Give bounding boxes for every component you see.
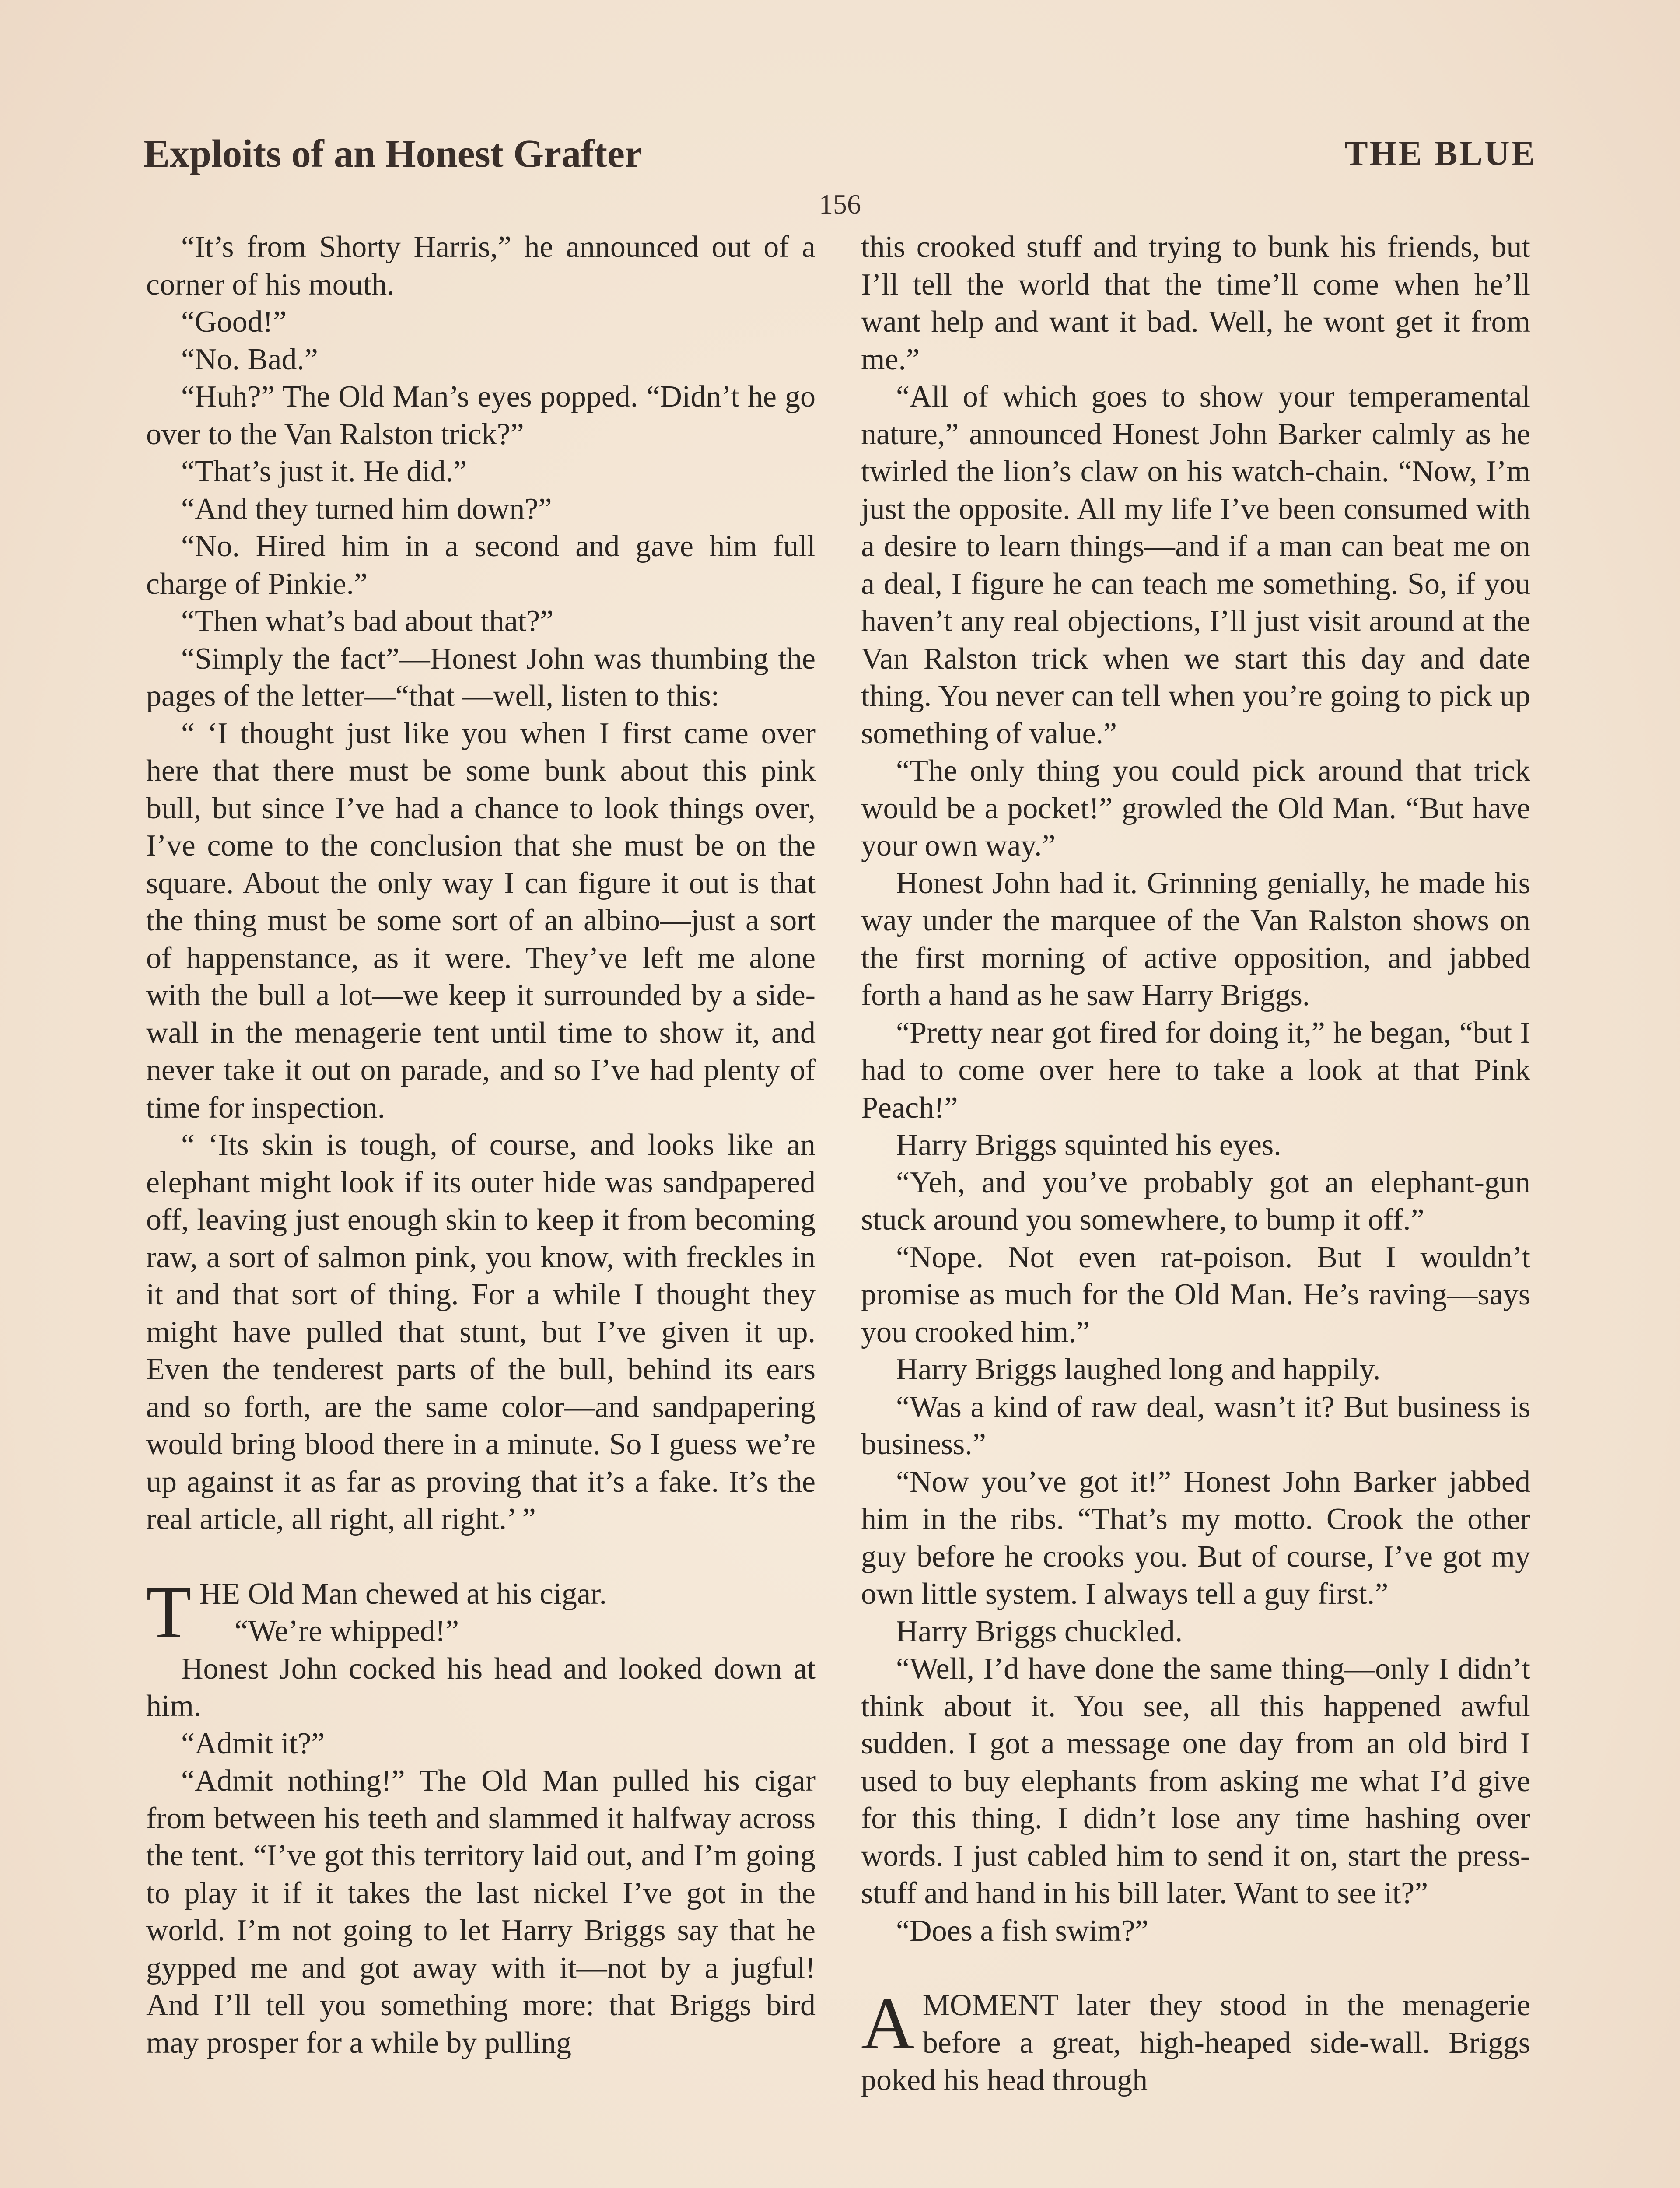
drop-cap: T <box>146 1571 192 1653</box>
paragraph <box>146 1650 816 1725</box>
paragraph <box>861 1126 1530 1164</box>
paragraph-text: “Yeh, and you’ve probably got an elephant-gun stuck around you somewhere, to bump it off.” <box>861 1165 1530 1237</box>
paragraph-text: “Huh?” The Old Man’s eyes popped. “Didn’t he go over to the Van Ralston trick?” <box>146 380 816 451</box>
page-number: 156 <box>819 189 861 220</box>
paragraph <box>861 1463 1530 1613</box>
paragraph-text: “Admit it?” <box>181 1726 325 1760</box>
paragraph-text: Harry Briggs laughed long and happily. <box>896 1353 1381 1386</box>
paragraph <box>146 1725 816 1763</box>
paragraph-text: Harry Briggs chuckled. <box>896 1614 1183 1648</box>
right-text-column <box>861 228 1530 2099</box>
paragraph-text: “And they turned him down?” <box>181 492 552 526</box>
paragraph-text: “Good!” <box>181 305 287 339</box>
paragraph <box>146 528 816 603</box>
paragraph-text: Honest John had it. Grinning genially, he made his way under the marquee of the Van Ralston shows on the first morning of active opposition, and jabbed forth a hand as he saw Harry Briggs. <box>861 866 1530 1012</box>
paragraph <box>861 1613 1530 1651</box>
paragraph <box>146 453 816 491</box>
paragraph-text: “Then what’s bad about that?” <box>181 604 554 638</box>
paragraph-text: “Well, I’d have done the same thing—only I didn’t think about it. You see, all this happened awful sudden. I got a message one day from an old bird I used to buy elephants from asking me what I’d give for this thing. I didn’t lose any time hashing over words. I just cabled him to send it on, start the press-stuff and hand in his bill later. Want to see it?” <box>861 1652 1530 1910</box>
paragraph <box>861 752 1530 865</box>
drop-cap: A <box>861 1982 915 2065</box>
paragraph-text: “ ‘Its skin is tough, of course, and looks like an elephant might look if its outer hide was sandpapered off, leaving just enough skin to keep it from becoming raw, a sort of salmon pink, you know, with freckles in it and that sort of thing. For a while I thought they might have pulled that stunt, but I’ve given it up. Even the tenderest parts of the bull, behind its ears and so forth, are the same color—and sandpapering would bring blood there in a minute. So I guess we’re up against it as far as proving that it’s a fake. It’s the real article, all right, all right.’ ” <box>146 1128 816 1536</box>
paragraph-text: “That’s just it. He did.” <box>181 455 467 488</box>
left-text-column <box>146 228 816 2062</box>
magazine-name: THE BLUE <box>1344 134 1536 173</box>
paragraph-text: “Nope. Not even rat-poison. But I wouldn’t promise as much for the Old Man. He’s raving—says you crooked him.” <box>861 1240 1530 1349</box>
paragraph <box>861 865 1530 1014</box>
paragraph <box>146 341 816 379</box>
paragraph <box>861 1164 1530 1239</box>
paragraph-text: Harry Briggs squinted his eyes. <box>896 1128 1281 1162</box>
paragraph-text: “No. Hired him in a second and gave him full charge of Pinkie.” <box>146 529 816 601</box>
paragraph-text: “Was a kind of raw deal, wasn’t it? But business is business.” <box>861 1390 1530 1461</box>
paragraph-text: “It’s from Shorty Harris,” he announced out of a corner of his mouth. <box>146 230 816 302</box>
paragraph-text: “All of which goes to show your temperamental nature,” announced Honest John Barker calmly as he twirled the lion’s claw on his watch-chain. “Now, I’m just the opposite. All my life I’ve been consumed with a desire to learn things—and if a man can beat me on a deal, I figure he can teach me something. So, if you haven’t any real objections, I’ll just visit around at the Van Ralston trick when we start this day and date thing. You never can tell when you’re going to pick up something of value.” <box>861 380 1530 750</box>
paragraph <box>146 1126 816 1538</box>
running-title: Exploits of an Honest Grafter <box>144 132 642 175</box>
paragraph <box>861 1389 1530 1463</box>
paragraph <box>861 228 1530 378</box>
paragraph <box>861 1239 1530 1351</box>
paragraph <box>146 603 816 640</box>
section-break <box>861 1950 1530 1987</box>
paragraph-text: “The only thing you could pick around that trick would be a pocket!” growled the Old Man. “But have your own way.” <box>861 754 1530 863</box>
paragraph-text: MOMENT later they stood in the menagerie before a great, high-heaped side-wall. Briggs poked his head through <box>861 1988 1530 2097</box>
paragraph <box>146 228 816 303</box>
paragraph-text: “Now you’ve got it!” Honest John Barker jabbed him in the ribs. “That’s my motto. Crook the other guy before he crooks you. But of course, I’ve got my own little system. I always tell a guy first.” <box>861 1465 1530 1611</box>
paragraph <box>861 1912 1530 1950</box>
paragraph-text: this crooked stuff and trying to bunk his friends, but I’ll tell the world that the time’ll come when he’ll want help and want it bad. Well, he wont get it from me.” <box>861 230 1530 376</box>
paragraph-text: HE Old Man chewed at his cigar. <box>199 1577 607 1611</box>
paragraph-text: “Simply the fact”—Honest John was thumbing the pages of the letter—“that —well, listen to this: <box>146 642 816 713</box>
paragraph-text: “We’re whipped!” <box>234 1614 459 1648</box>
paragraph <box>146 303 816 341</box>
paragraph <box>861 1014 1530 1127</box>
paragraph <box>861 1650 1530 1912</box>
paragraph <box>146 715 816 1127</box>
paragraph-text: “Does a fish swim?” <box>896 1914 1149 1948</box>
paragraph <box>146 640 816 715</box>
paragraph <box>861 378 1530 752</box>
paragraph <box>861 1982 1530 2099</box>
paragraph-text: “No. Bad.” <box>181 342 318 376</box>
paragraph-text: “Pretty near got fired for doing it,” he began, “but I had to come over here to take a look at that Pink Peach!” <box>861 1016 1530 1125</box>
paragraph <box>861 1351 1530 1389</box>
paragraph <box>146 491 816 528</box>
paragraph <box>146 1762 816 2062</box>
section-break <box>146 1538 816 1575</box>
paragraph-text: Honest John cocked his head and looked down at him. <box>146 1652 816 1723</box>
paragraph <box>146 1613 816 1650</box>
paragraph-text: “Admit nothing!” The Old Man pulled his cigar from between his teeth and slammed it halfway across the tent. “I’ve got this territory laid out, and I’m going to play it if it takes the last nickel I’ve got in the world. I’m not going to let Harry Briggs say that he gypped me and got away with it—not by a jugful! And I’ll tell you something more: that Briggs bird may prosper for a while by pulling <box>146 1764 816 2060</box>
paragraph-text: “ ‘I thought just like you when I first came over here that there must be some bunk about this pink bull, but since I’ve had a chance to look things over, I’ve come to the conclusion that she must be on the square. About the only way I can figure it out is that the thing must be some sort of an albino—just a sort of happenstance, as it were. They’ve left me alone with the bull a lot—we keep it surrounded by a side-wall in the menagerie tent until time to show it, and never take it out on parade, and so I’ve had plenty of time for inspection. <box>146 716 816 1125</box>
paragraph <box>146 378 816 453</box>
